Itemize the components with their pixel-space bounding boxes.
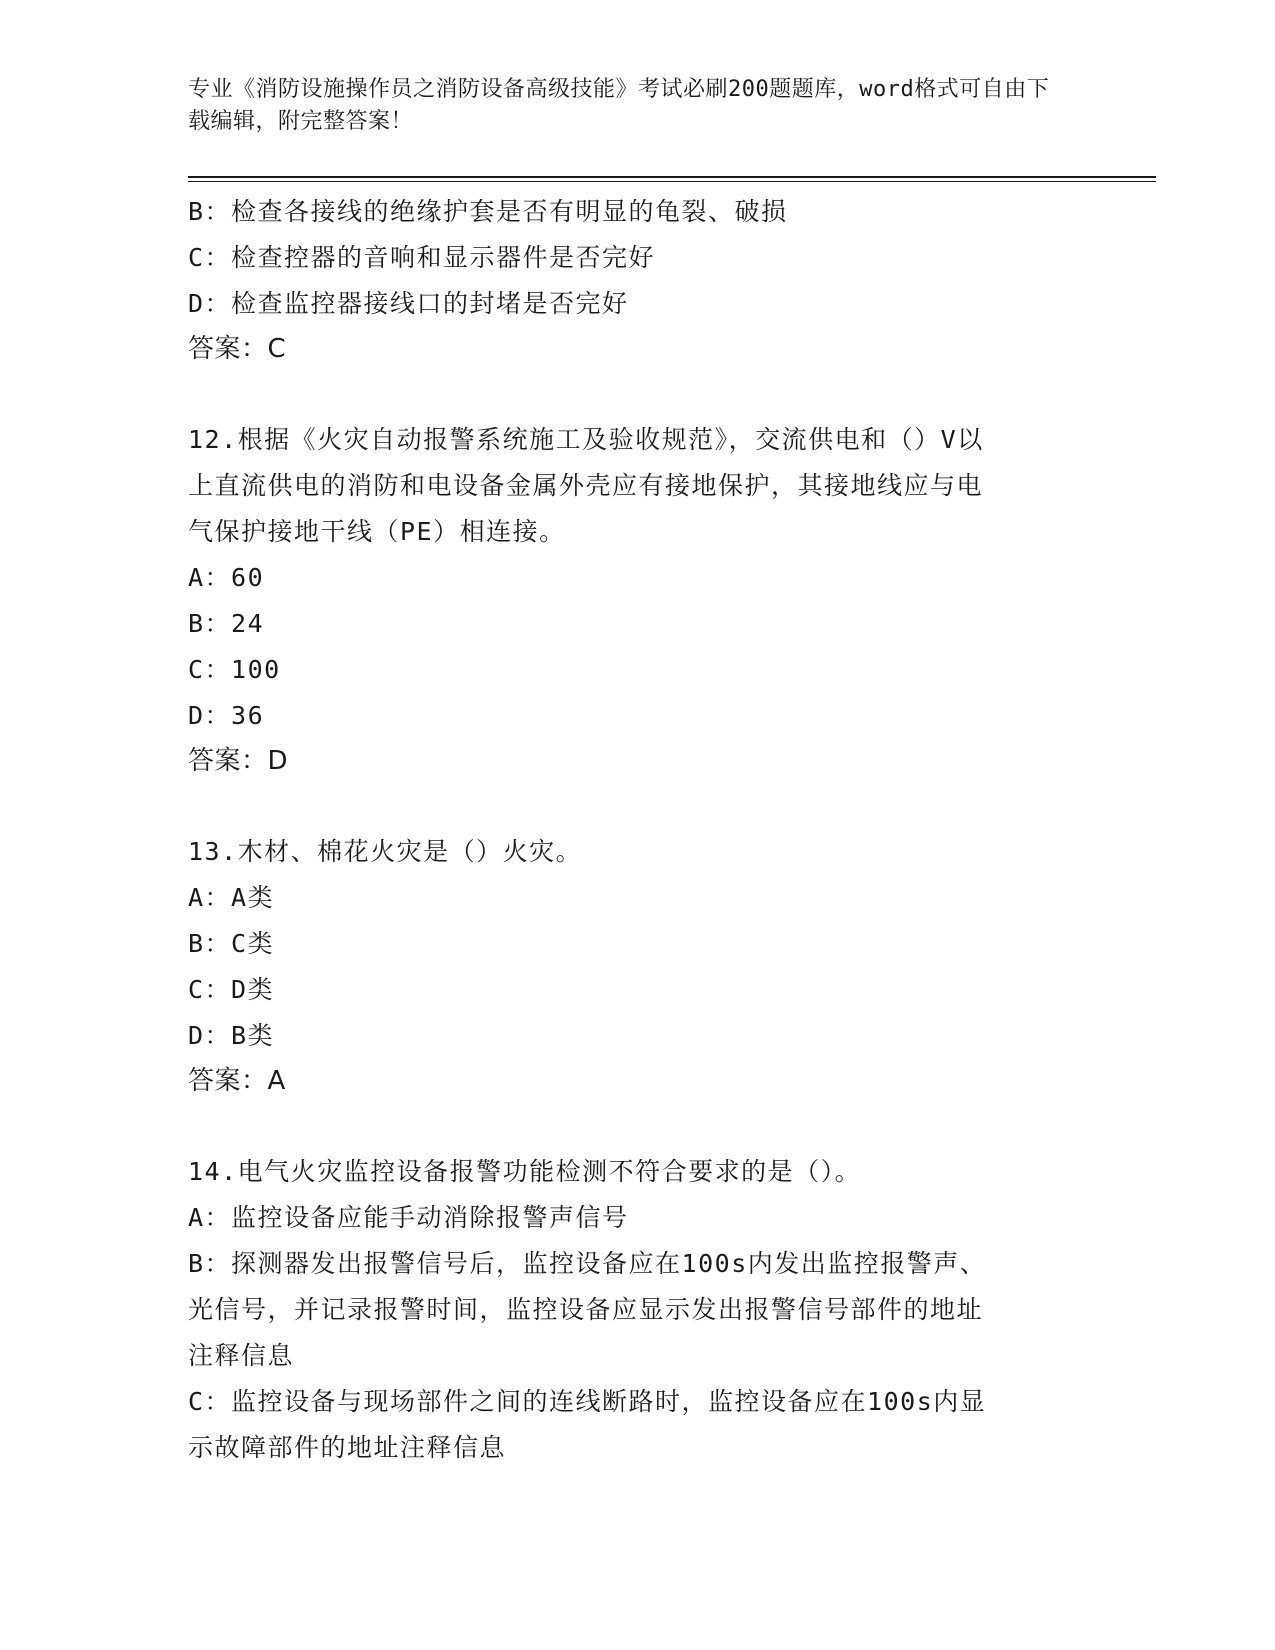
option-a: A：A类 (188, 883, 275, 912)
option-c: C：D类 (188, 975, 275, 1004)
answer-line: 答案：C (188, 334, 287, 364)
answer-line: 答案：D (188, 746, 289, 776)
header-divider-thin (188, 181, 1156, 182)
option-b: B：检查各接线的绝缘护套是否有明显的龟裂、破损 (188, 197, 788, 226)
answer-line: 答案：A (188, 1066, 286, 1096)
question-text-line: 14.电气火灾监控设备报警功能检测不符合要求的是（）。 (188, 1157, 862, 1186)
spacer (188, 783, 1068, 829)
question-12 (188, 417, 1068, 783)
option-b: B：C类 (188, 929, 275, 958)
page-header (188, 74, 1068, 138)
document-body (188, 189, 1068, 1471)
option-a: A：60 (188, 563, 265, 592)
question-13 (188, 829, 1068, 1103)
question-text-line: 气保护接地干线（PE）相连接。 (188, 517, 566, 546)
option-d: D：检查监控器接线口的封堵是否完好 (188, 289, 629, 318)
header-divider (188, 176, 1156, 178)
spacer (188, 371, 1068, 417)
option-c-continued: 示故障部件的地址注释信息 (188, 1433, 507, 1462)
option-c: C：监控设备与现场部件之间的连线断路时，监控设备应在100s内显 (188, 1387, 987, 1416)
option-c: C：100 (188, 655, 281, 684)
question-text-line: 12.根据《火灾自动报警系统施工及验收规范》，交流供电和（）V以 (188, 425, 984, 454)
option-a: A：监控设备应能手动消除报警声信号 (188, 1203, 629, 1232)
question-11-continued (188, 189, 1068, 371)
option-b: B：探测器发出报警信号后，监控设备应在100s内发出监控报警声、 (188, 1249, 987, 1278)
option-c: C：检查控器的音响和显示器件是否完好 (188, 243, 656, 272)
question-text-line: 13.木材、棉花火灾是（）火灾。 (188, 837, 583, 866)
option-d: D：36 (188, 701, 265, 730)
question-text-line: 上直流供电的消防和电设备金属外壳应有接地保护，其接地线应与电 (188, 471, 984, 500)
option-b-continued: 光信号，并记录报警时间，监控设备应显示发出报警信号部件的地址 (188, 1295, 984, 1324)
option-b: B：24 (188, 609, 265, 638)
option-b-continued: 注释信息 (188, 1341, 295, 1370)
spacer (188, 1103, 1068, 1149)
header-title: 专业《消防设施操作员之消防设备高级技能》考试必刷200题题库，word格式可自由下载编辑，附完整答案！ (188, 77, 1050, 134)
option-d: D：B类 (188, 1021, 275, 1050)
question-14 (188, 1149, 1068, 1471)
